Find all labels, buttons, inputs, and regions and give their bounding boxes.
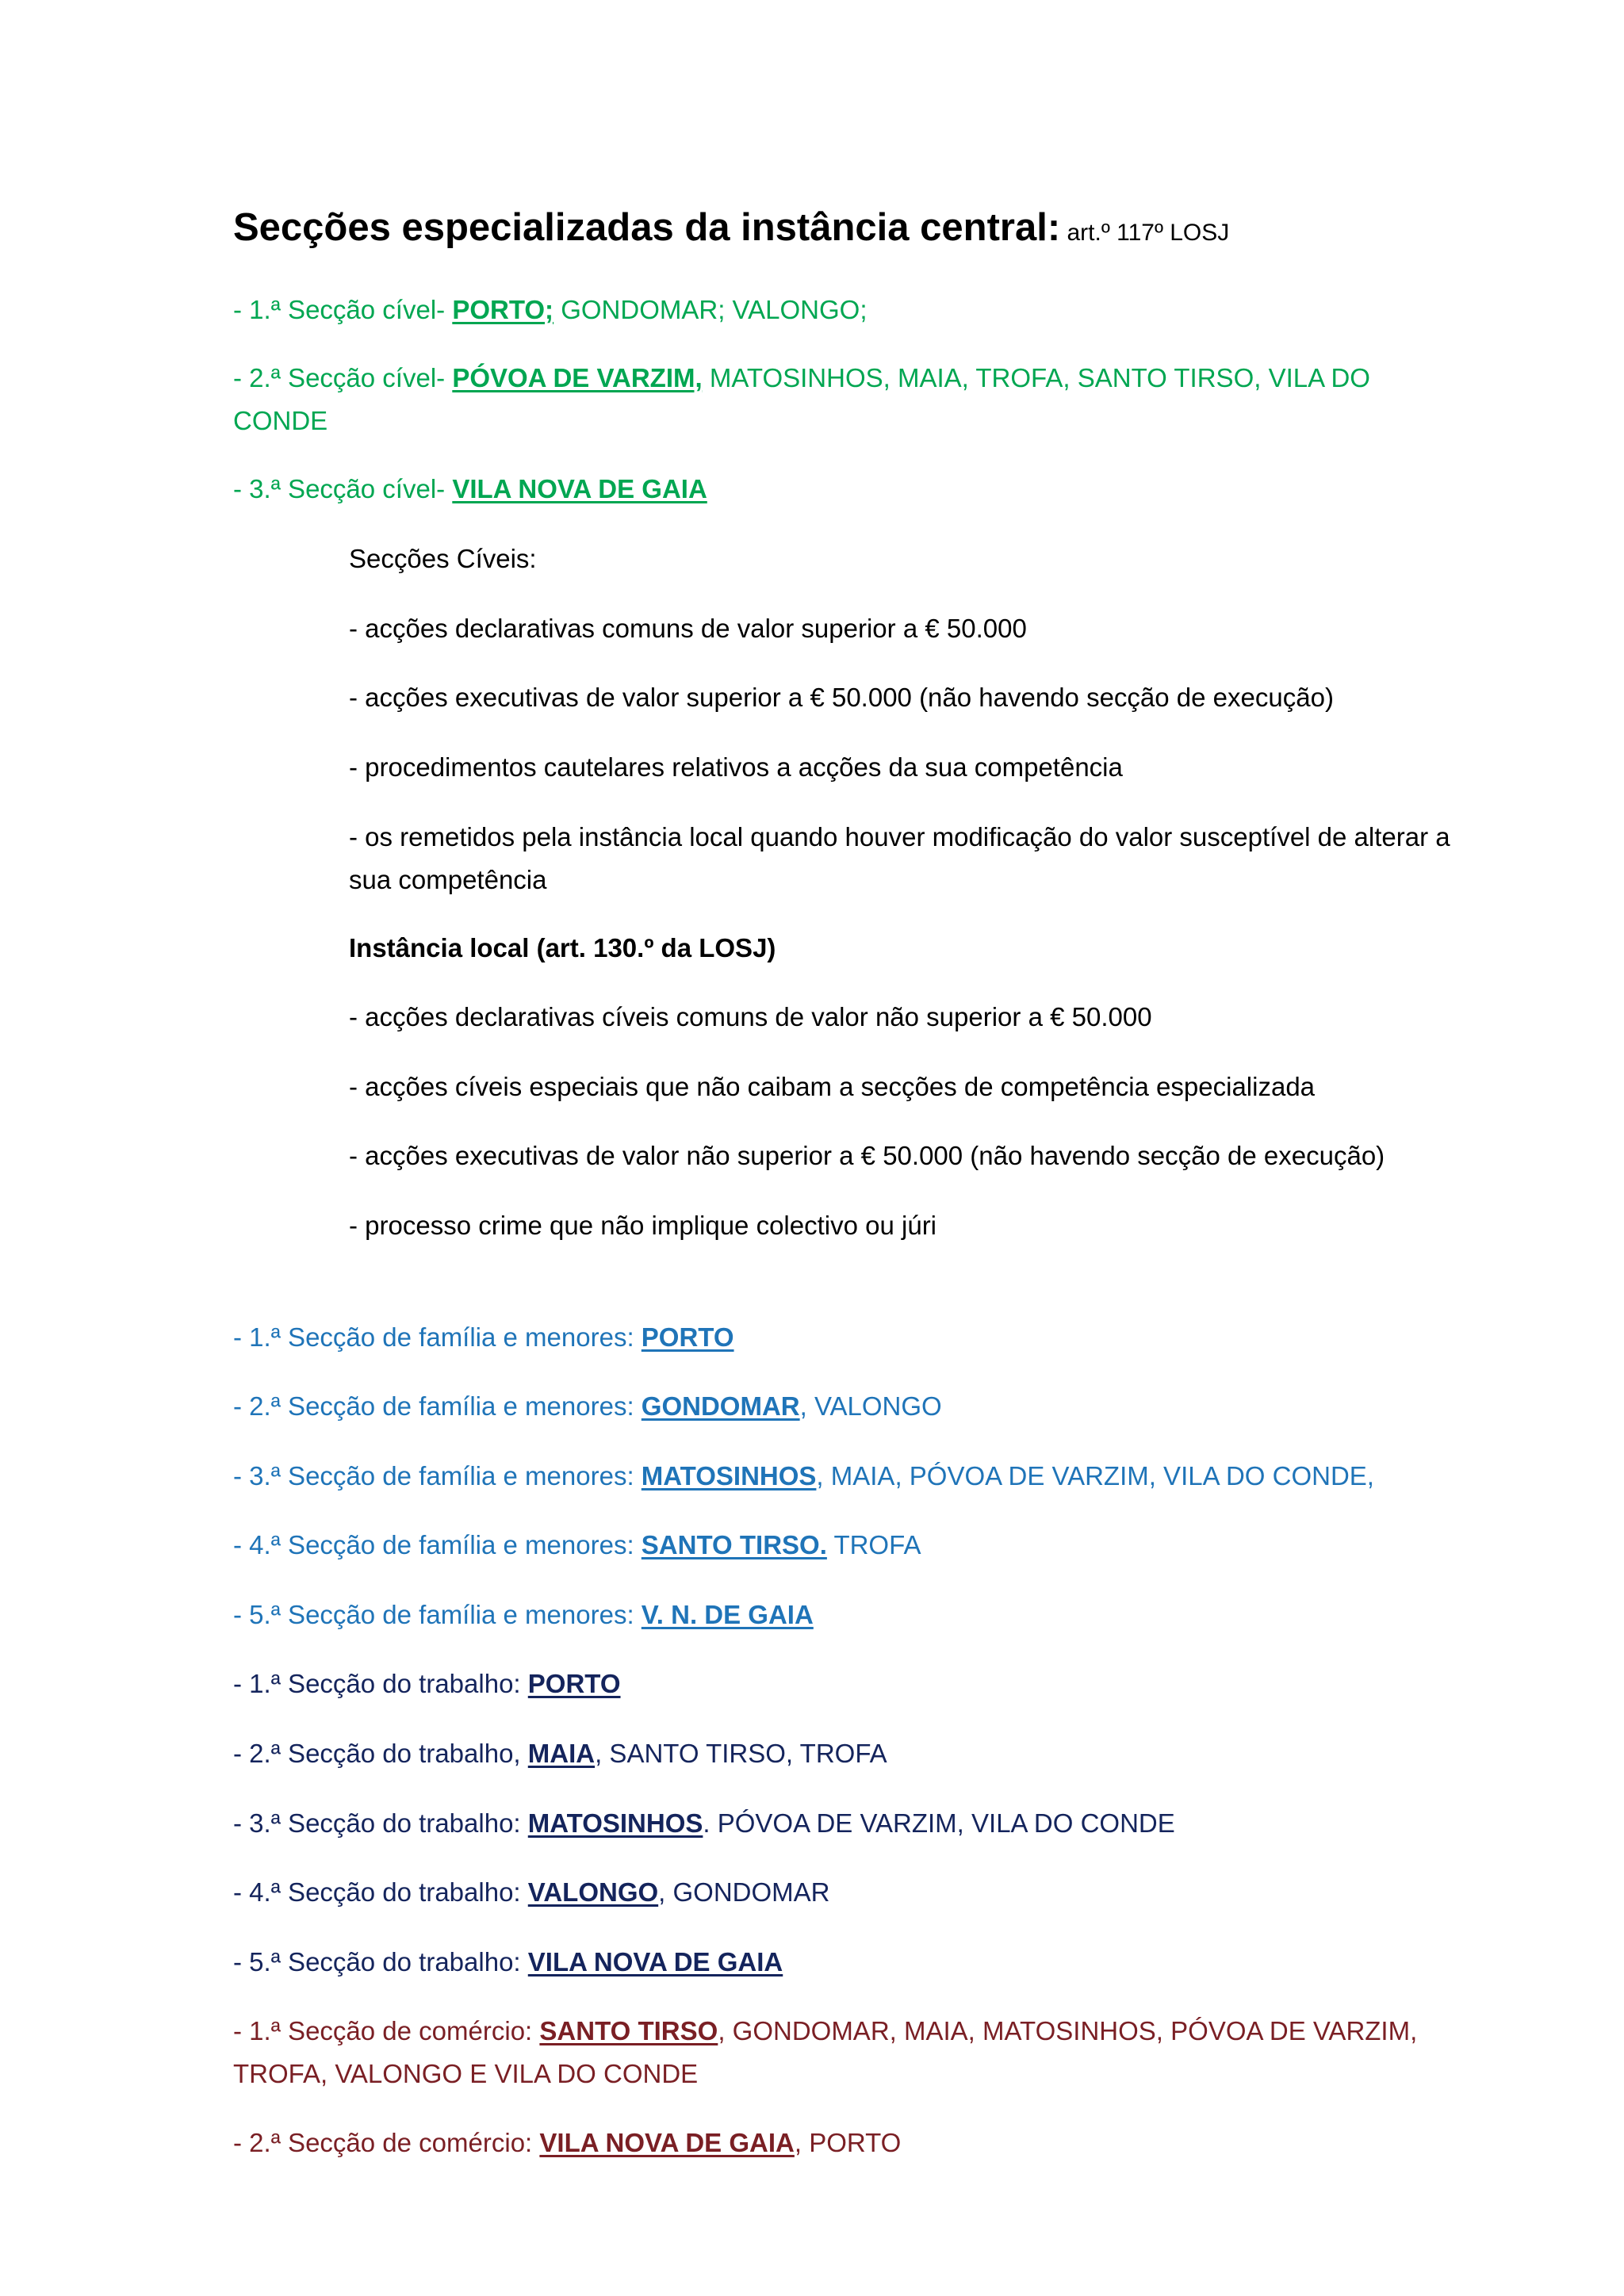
- civel-2-rest: MATOSINHOS, MAIA, TROFA, SANTO TIRSO, VILA DO CONDE: [233, 363, 1370, 435]
- trabalho-section-5: [233, 1941, 1454, 1984]
- seccoes-civeis-item: - acções executivas de valor superior a € 50.000 (não havendo secção de execução): [349, 683, 1334, 712]
- civel-section-3: [233, 468, 1454, 511]
- civel-1-prefix: - 1.ª Secção cível-: [233, 295, 453, 324]
- comercio-section-1: [233, 2010, 1454, 2095]
- familia-4-rest: TROFA: [826, 1530, 921, 1559]
- familia-4-prefix: - 4.ª Secção de família e menores:: [233, 1530, 642, 1559]
- familia-3-rest: , MAIA, PÓVOA DE VARZIM, VILA DO CONDE,: [816, 1461, 1374, 1490]
- familia-2-prefix: - 2.ª Secção de família e menores:: [233, 1391, 642, 1421]
- instancia-local-item: - acções declarativas cíveis comuns de valor não superior a € 50.000: [349, 1002, 1152, 1031]
- instancia-local-heading: Instância local (art. 130.º da LOSJ): [349, 933, 776, 962]
- civel-1-seat: PORTO;: [452, 295, 554, 324]
- trabalho-5-prefix: - 5.ª Secção do trabalho:: [233, 1947, 528, 1976]
- trabalho-2-rest: , SANTO TIRSO, TROFA: [595, 1739, 887, 1768]
- civel-2-seat: PÓVOA DE VARZIM,: [452, 363, 703, 392]
- page-title: [233, 201, 1454, 259]
- trabalho-4-prefix: - 4.ª Secção do trabalho:: [233, 1877, 528, 1907]
- civel-2-prefix: - 2.ª Secção cível-: [233, 363, 453, 392]
- trabalho-section-1: [233, 1663, 1454, 1705]
- familia-2-rest: , VALONGO: [799, 1391, 942, 1421]
- familia-4-seat: SANTO TIRSO.: [641, 1530, 827, 1559]
- instancia-local-item: - acções cíveis especiais que não caibam a secções de competência especializada: [349, 1072, 1316, 1101]
- comercio-1-rest: , GONDOMAR, MAIA, MATOSINHOS, PÓVOA DE VARZIM, TROFA, VALONGO E VILA DO CONDE: [233, 2016, 1418, 2088]
- trabalho-3-rest: . PÓVOA DE VARZIM, VILA DO CONDE: [703, 1808, 1175, 1838]
- trabalho-2-seat: MAIA: [527, 1739, 596, 1768]
- familia-section-5: [233, 1594, 1454, 1636]
- title-colon: :: [1047, 206, 1061, 249]
- seccoes-civeis-item: - os remetidos pela instância local quando houver modificação do valor susceptível de alterar a sua competência: [349, 822, 1450, 894]
- civel-1-rest: GONDOMAR; VALONGO;: [553, 295, 868, 324]
- trabalho-5-seat: VILA NOVA DE GAIA: [527, 1947, 783, 1976]
- instancia-local-item: - processo crime que não implique colectivo ou júri: [349, 1211, 937, 1240]
- comercio-2-rest: , PORTO: [794, 2128, 902, 2157]
- civel-section-1: [233, 289, 1454, 331]
- comercio-2-seat: VILA NOVA DE GAIA: [539, 2128, 795, 2157]
- comercio-1-seat: SANTO TIRSO: [539, 2016, 718, 2045]
- trabalho-3-seat: MATOSINHOS: [527, 1808, 703, 1838]
- title-main: Secções especializadas da instância central: [233, 206, 1048, 249]
- instancia-local-item: - acções executivas de valor não superior a € 50.000 (não havendo secção de execução): [349, 1141, 1385, 1170]
- seccoes-civeis-heading: Secções Cíveis:: [349, 544, 537, 573]
- trabalho-3-prefix: - 3.ª Secção do trabalho:: [233, 1808, 528, 1838]
- trabalho-1-seat: PORTO: [527, 1669, 621, 1698]
- trabalho-section-4: [233, 1871, 1454, 1914]
- trabalho-section-2: [233, 1732, 1454, 1775]
- comercio-section-2: [233, 2122, 1454, 2164]
- trabalho-1-prefix: - 1.ª Secção do trabalho:: [233, 1669, 528, 1698]
- seccoes-civeis-item: - acções declarativas comuns de valor superior a € 50.000: [349, 614, 1027, 643]
- trabalho-2-prefix: - 2.ª Secção do trabalho,: [233, 1739, 528, 1768]
- familia-3-prefix: - 3.ª Secção de família e menores:: [233, 1461, 642, 1490]
- familia-2-seat: GONDOMAR: [641, 1391, 800, 1421]
- civel-3-prefix: - 3.ª Secção cível-: [233, 474, 453, 503]
- civel-section-2: [233, 357, 1454, 442]
- civel-3-seat: VILA NOVA DE GAIA: [452, 474, 707, 503]
- trabalho-4-rest: , GONDOMAR: [658, 1877, 830, 1907]
- familia-1-seat: PORTO: [641, 1322, 734, 1352]
- familia-5-prefix: - 5.ª Secção de família e menores:: [233, 1600, 642, 1629]
- comercio-2-prefix: - 2.ª Secção de comércio:: [233, 2128, 540, 2157]
- comercio-1-prefix: - 1.ª Secção de comércio:: [233, 2016, 540, 2045]
- familia-3-seat: MATOSINHOS: [641, 1461, 817, 1490]
- trabalho-4-seat: VALONGO: [527, 1877, 659, 1907]
- familia-section-4: [233, 1524, 1454, 1567]
- trabalho-section-3: [233, 1802, 1454, 1845]
- familia-1-prefix: - 1.ª Secção de família e menores:: [233, 1322, 642, 1352]
- familia-5-seat: V. N. DE GAIA: [641, 1600, 814, 1629]
- familia-section-1: [233, 1316, 1454, 1359]
- familia-section-3: [233, 1455, 1454, 1498]
- title-reference: art.º 117º LOSJ: [1060, 220, 1230, 246]
- seccoes-civeis-item: - procedimentos cautelares relativos a acções da sua competência: [349, 752, 1123, 782]
- familia-section-2: [233, 1385, 1454, 1428]
